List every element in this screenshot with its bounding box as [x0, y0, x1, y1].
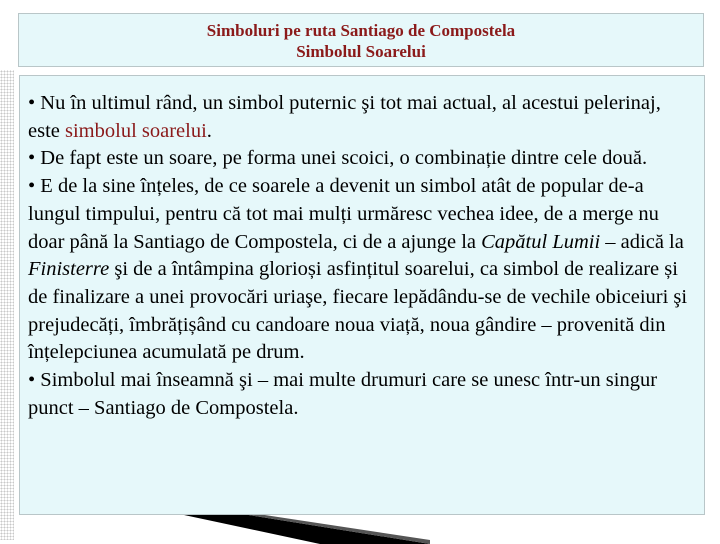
bullet-paragraph-2: • De fapt este un soare, pe forma unei scoici, o combinație dintre cele două.	[28, 147, 648, 170]
slide-title: Simboluri pe ruta Santiago de Compostela	[206, 21, 516, 40]
paragraph-text: şi de a întâmpina glorioși asfințitul soarelui, ca simbol de realizare și de finalizare a unei provocări uriaşe, fiecare lepădându-se de vechile obiceiuri şi prejudecăți, îmbrățișând cu candoare noua viață, noua gândire – provenită din înțelepciunea acumulată pe drum.	[28, 258, 688, 364]
paragraph-text: – adică la	[600, 230, 684, 253]
italic-capatul-lumii: Capătul Lumii	[481, 230, 601, 253]
bullet-paragraph-3	[28, 173, 696, 367]
decorative-dot-pattern	[0, 70, 14, 540]
paragraph-text: • Nu în ultimul rând, un simbol puternic şi tot mai actual, al acestui pelerinaj, este	[28, 92, 661, 142]
italic-finisterre: Finisterre	[28, 258, 110, 281]
slide-title-box	[18, 13, 704, 67]
decorative-black-stripe	[170, 510, 430, 544]
paragraph-text: .	[206, 119, 212, 142]
paragraph-text: • E de la sine înțeles, de ce soarele a devenit un simbol atât de popular de-a lungul timpului, pentru că tot mai mulți urmăresc vechea idee, de a merge nu doar până la Santiago de Compostela, ci de a ajunge la	[28, 175, 659, 253]
slide-subtitle: Simbolul Soarelui	[296, 42, 426, 61]
slide-content-box	[19, 75, 705, 515]
highlight-sun-symbol: simbolul soarelui	[65, 119, 207, 142]
bullet-paragraph-1	[28, 90, 696, 145]
bullet-paragraph-4: • Simbolul mai înseamnă şi – mai multe drumuri care se unesc într-un singur punct – Santiago de Compostela.	[28, 369, 658, 419]
